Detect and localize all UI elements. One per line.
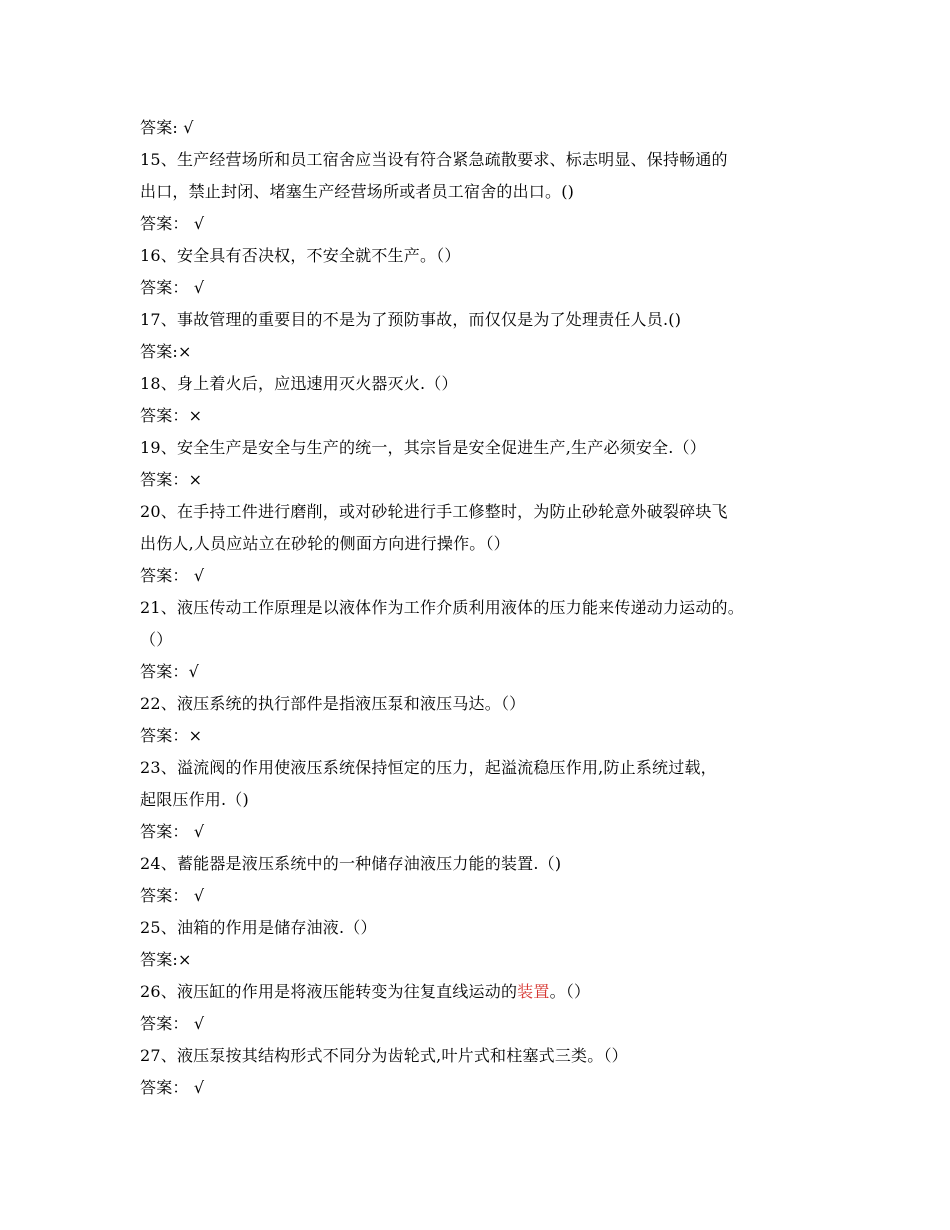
answer-line-q17: 答案:× — [140, 342, 192, 361]
answer-line-q14: 答案: √ — [140, 118, 194, 137]
question-15-line-2: 出口，禁止封闭、堵塞生产经营场所或者员工宿舍的出口。() — [140, 182, 575, 201]
answer-line-q25: 答案:× — [140, 950, 192, 969]
question-17: 17、事故管理的重要目的不是为了预防事故，而仅仅是为了处理责任人员.() — [140, 310, 682, 329]
question-20-line-1: 20、在手持工件进行磨削，或对砂轮进行手工修整时，为防止砂轮意外破裂碎块飞 — [140, 502, 728, 521]
question-22: 22、液压系统的执行部件是指液压泵和液压马达。（） — [140, 694, 526, 713]
answer-line-q21: 答案：√ — [140, 662, 199, 681]
answer-line-q18: 答案：× — [140, 406, 203, 425]
document-content — [140, 112, 830, 1104]
answer-line-q22: 答案：× — [140, 726, 203, 745]
question-26 — [140, 976, 830, 1008]
question-24: 24、蓄能器是液压系统中的一种储存油液压力能的装置.（) — [140, 854, 562, 873]
question-19: 19、安全生产是安全与生产的统一，其宗旨是安全促进生产,生产必须安全.（） — [140, 438, 706, 457]
answer-line-q16: 答案： √ — [140, 278, 205, 297]
question-18: 18、身上着火后，应迅速用灭火器灭火.（） — [140, 374, 458, 393]
question-16: 16、安全具有否决权，不安全就不生产。（） — [140, 246, 461, 265]
answer-line-q27: 答案： √ — [140, 1078, 205, 1097]
answer-line-q19: 答案：× — [140, 470, 203, 489]
question-23-line-1: 23、溢流阀的作用使液压系统保持恒定的压力，起溢流稳压作用,防止系统过载， — [140, 758, 717, 777]
answer-line-q24: 答案： √ — [140, 886, 205, 905]
question-26-highlight: 装置 — [517, 982, 550, 1001]
answer-line-q20: 答案： √ — [140, 566, 205, 585]
question-20-line-2: 出伤人,人员应站立在砂轮的侧面方向进行操作。（） — [140, 534, 510, 553]
question-27: 27、液压泵按其结构形式不同分为齿轮式,叶片式和柱塞式三类。（） — [140, 1046, 628, 1065]
question-21-line-2: （） — [140, 630, 173, 649]
question-26-tail: 。（） — [549, 982, 591, 1001]
question-21-line-1: 21、液压传动工作原理是以液体作为工作介质利用液体的压力能来传递动力运动的。 — [140, 598, 744, 617]
answer-line-q26: 答案： √ — [140, 1014, 205, 1033]
answer-line-q15: 答案： √ — [140, 214, 205, 233]
question-23-line-2: 起限压作用.（) — [140, 790, 249, 809]
question-15-line-1: 15、生产经营场所和员工宿舍应当设有符合紧急疏散要求、标志明显、保持畅通的 — [140, 150, 728, 169]
question-26-text: 26、液压缸的作用是将液压能转变为往复直线运动的 — [140, 982, 518, 1001]
question-25: 25、油箱的作用是储存油液.（） — [140, 918, 377, 937]
answer-line-q23: 答案： √ — [140, 822, 205, 841]
